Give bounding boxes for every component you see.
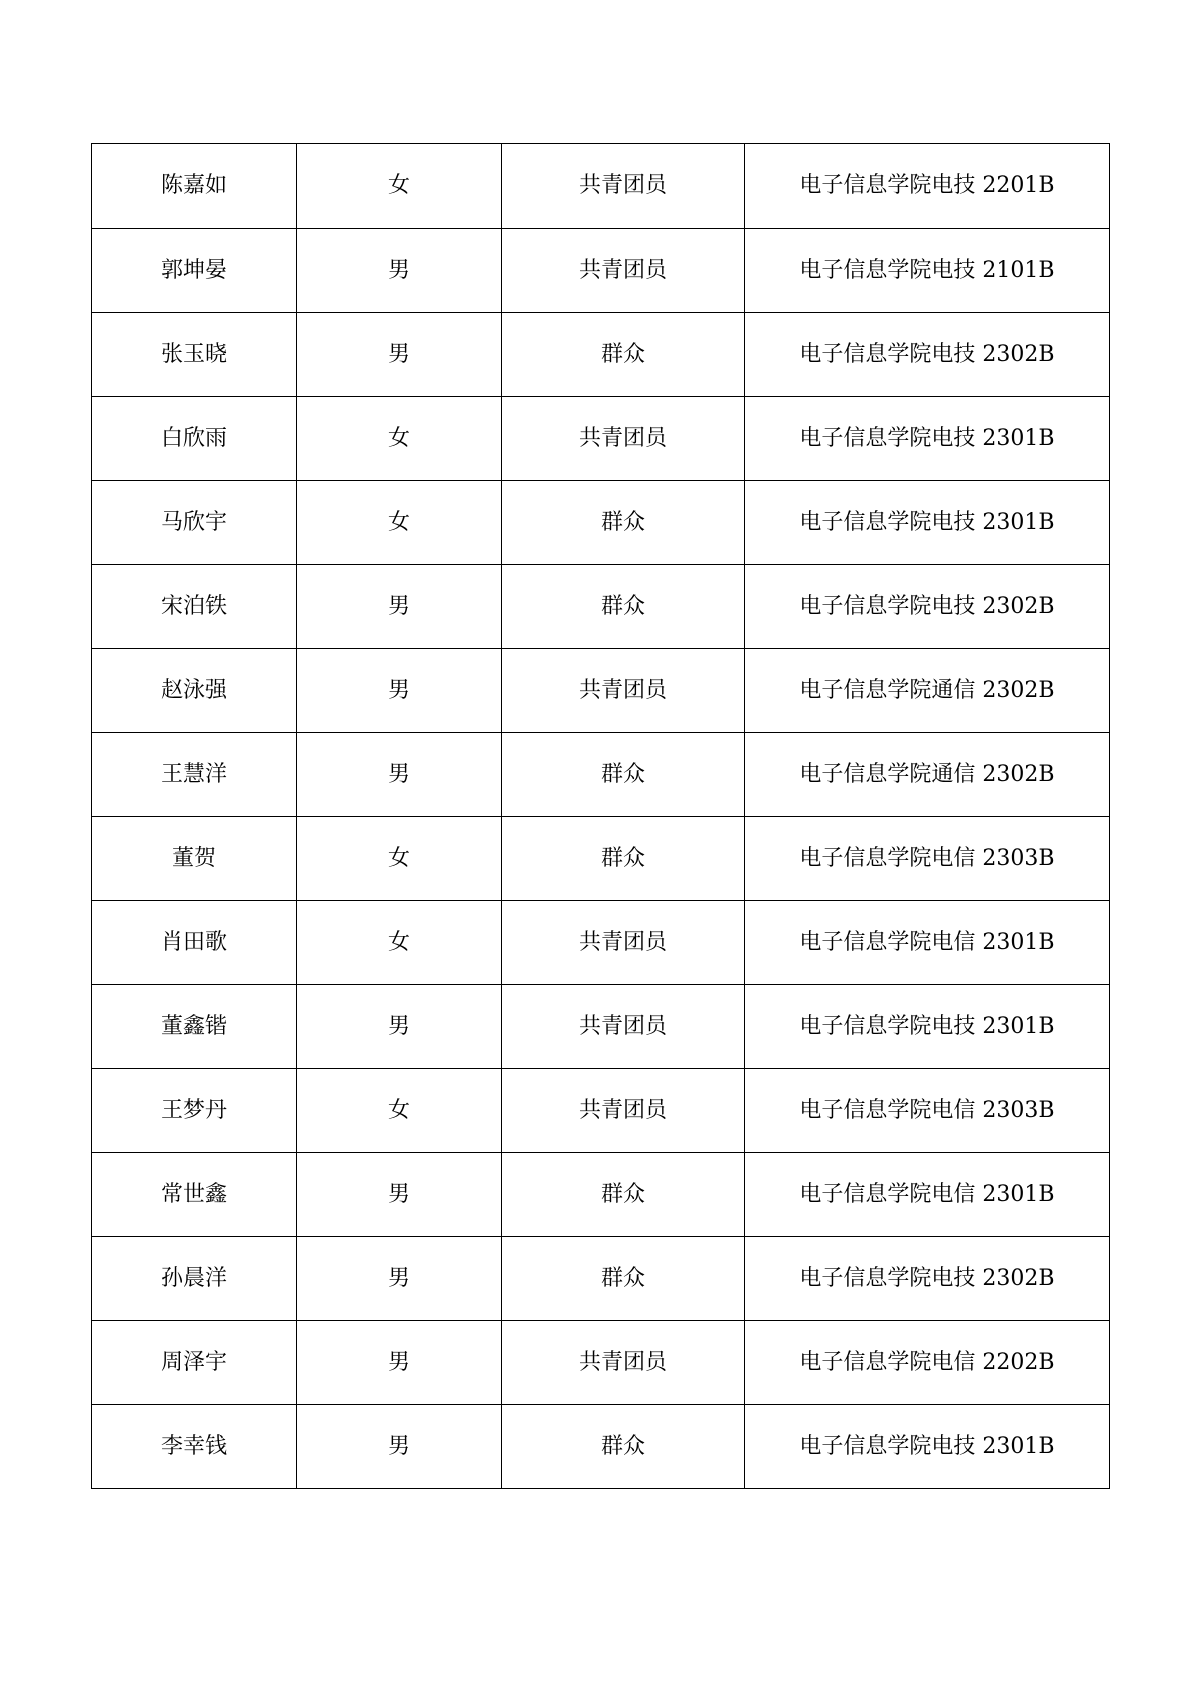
gender-cell: 男: [297, 1405, 502, 1489]
table-row: [92, 397, 1110, 481]
table-row: [92, 649, 1110, 733]
political-status-cell: 群众: [502, 817, 745, 901]
class-cell: 电子信息学院电技 2302B: [745, 313, 1110, 397]
gender-cell: 男: [297, 565, 502, 649]
political-status-cell: 群众: [502, 565, 745, 649]
name-cell: 郭坤晏: [92, 229, 297, 313]
member-roster-table: [91, 143, 1110, 1489]
gender-cell: 男: [297, 229, 502, 313]
gender-cell: 男: [297, 985, 502, 1069]
political-status-cell: 共青团员: [502, 649, 745, 733]
class-cell: 电子信息学院通信 2302B: [745, 733, 1110, 817]
table-row: [92, 985, 1110, 1069]
name-cell: 周泽宇: [92, 1321, 297, 1405]
name-cell: 白欣雨: [92, 397, 297, 481]
gender-cell: 女: [297, 144, 502, 229]
table-row: [92, 229, 1110, 313]
name-cell: 肖田歌: [92, 901, 297, 985]
name-cell: 赵泳强: [92, 649, 297, 733]
table-row: [92, 481, 1110, 565]
gender-cell: 女: [297, 481, 502, 565]
class-cell: 电子信息学院通信 2302B: [745, 649, 1110, 733]
table-row: [92, 313, 1110, 397]
name-cell: 董贺: [92, 817, 297, 901]
class-cell: 电子信息学院电信 2301B: [745, 901, 1110, 985]
political-status-cell: 群众: [502, 733, 745, 817]
class-cell: 电子信息学院电技 2301B: [745, 397, 1110, 481]
class-cell: 电子信息学院电信 2202B: [745, 1321, 1110, 1405]
name-cell: 董鑫锴: [92, 985, 297, 1069]
gender-cell: 男: [297, 1321, 502, 1405]
table-row: [92, 901, 1110, 985]
name-cell: 孙晨洋: [92, 1237, 297, 1321]
name-cell: 常世鑫: [92, 1153, 297, 1237]
class-cell: 电子信息学院电技 2101B: [745, 229, 1110, 313]
gender-cell: 女: [297, 1069, 502, 1153]
gender-cell: 男: [297, 733, 502, 817]
name-cell: 李幸钱: [92, 1405, 297, 1489]
class-cell: 电子信息学院电信 2301B: [745, 1153, 1110, 1237]
gender-cell: 男: [297, 649, 502, 733]
class-cell: 电子信息学院电技 2301B: [745, 481, 1110, 565]
table-row: [92, 817, 1110, 901]
class-cell: 电子信息学院电技 2301B: [745, 985, 1110, 1069]
political-status-cell: 共青团员: [502, 1069, 745, 1153]
class-cell: 电子信息学院电技 2302B: [745, 1237, 1110, 1321]
name-cell: 王慧洋: [92, 733, 297, 817]
name-cell: 马欣宇: [92, 481, 297, 565]
political-status-cell: 群众: [502, 313, 745, 397]
gender-cell: 男: [297, 1153, 502, 1237]
roster-body: [92, 144, 1110, 1489]
table-row: [92, 733, 1110, 817]
gender-cell: 女: [297, 817, 502, 901]
table-row: [92, 1237, 1110, 1321]
political-status-cell: 共青团员: [502, 901, 745, 985]
gender-cell: 女: [297, 397, 502, 481]
political-status-cell: 共青团员: [502, 397, 745, 481]
political-status-cell: 共青团员: [502, 985, 745, 1069]
gender-cell: 女: [297, 901, 502, 985]
table-row: [92, 1069, 1110, 1153]
political-status-cell: 群众: [502, 481, 745, 565]
name-cell: 宋泊铁: [92, 565, 297, 649]
name-cell: 王梦丹: [92, 1069, 297, 1153]
political-status-cell: 共青团员: [502, 1321, 745, 1405]
table-row: [92, 1153, 1110, 1237]
name-cell: 陈嘉如: [92, 144, 297, 229]
gender-cell: 男: [297, 313, 502, 397]
political-status-cell: 共青团员: [502, 229, 745, 313]
table-row: [92, 565, 1110, 649]
political-status-cell: 群众: [502, 1153, 745, 1237]
table-row: [92, 1405, 1110, 1489]
name-cell: 张玉晓: [92, 313, 297, 397]
gender-cell: 男: [297, 1237, 502, 1321]
class-cell: 电子信息学院电信 2303B: [745, 817, 1110, 901]
table-row: [92, 1321, 1110, 1405]
political-status-cell: 共青团员: [502, 144, 745, 229]
class-cell: 电子信息学院电技 2302B: [745, 565, 1110, 649]
class-cell: 电子信息学院电技 2301B: [745, 1405, 1110, 1489]
political-status-cell: 群众: [502, 1405, 745, 1489]
table-row: [92, 144, 1110, 229]
class-cell: 电子信息学院电技 2201B: [745, 144, 1110, 229]
political-status-cell: 群众: [502, 1237, 745, 1321]
class-cell: 电子信息学院电信 2303B: [745, 1069, 1110, 1153]
